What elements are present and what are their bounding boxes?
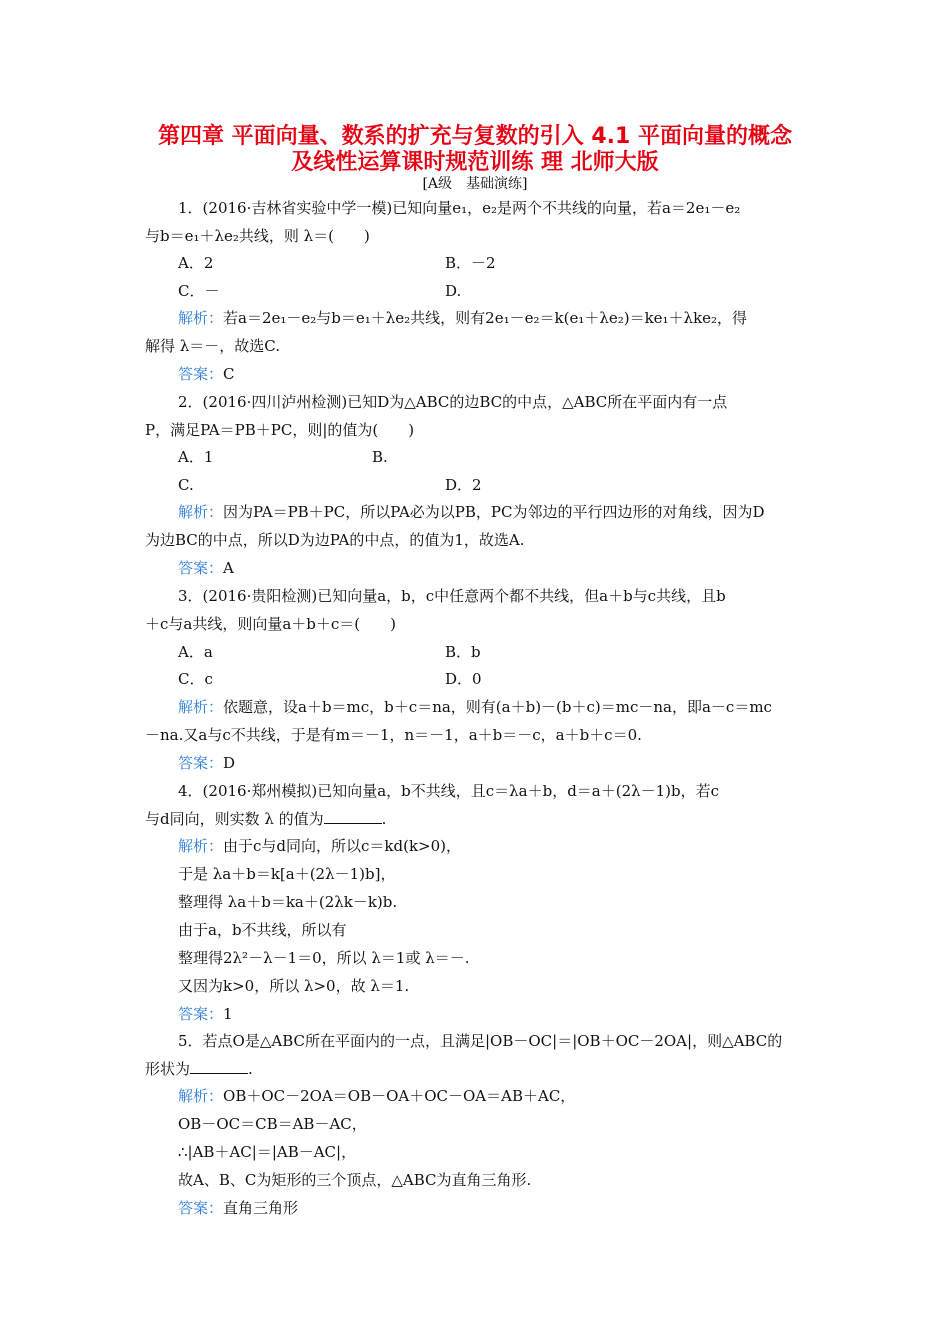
q1-option-c: C．－ (178, 282, 220, 300)
q5-stem-2-text: 形状为 (145, 1060, 191, 1078)
q2-option-b: B. (372, 448, 388, 466)
q4-answer-blank (324, 809, 382, 824)
level-heading: [A级 基础演练] (422, 176, 528, 192)
answer-label: 答案： (178, 559, 224, 577)
q3-option-a: A．a (178, 643, 213, 661)
answer-label: 答案： (178, 754, 224, 772)
answer-label: 答案： (178, 365, 224, 383)
q4-stem-1: 4．(2016·郑州模拟)已知向量a，b不共线，且c＝λa＋b，d＝a＋(2λ－1)b，若c (178, 782, 720, 800)
q5-analysis-2: OB－OC＝CB＝AB－AC， (178, 1115, 367, 1133)
q3-answer-value: D (223, 754, 236, 772)
q5-analysis-1 (178, 1086, 575, 1106)
q4-stem-2-text: 与d同向，则实数 λ 的值为 (145, 810, 324, 828)
analysis-label: 解析： (178, 698, 224, 716)
title-line-1: 第四章 平面向量、数系的扩充与复数的引入 4.1 平面向量的概念 (158, 124, 792, 149)
q5-answer-value: 直角三角形 (223, 1199, 299, 1217)
q2-answer-value: A (223, 559, 234, 577)
title-line-2: 及线性运算课时规范训练 理 北师大版 (291, 150, 659, 175)
q4-analysis-3: 整理得 λa＋b＝ka＋(2λk－k)b. (178, 893, 398, 911)
q5-answer-blank (190, 1059, 248, 1074)
q1-option-a: A．2 (178, 254, 214, 272)
q1-analysis-1 (178, 308, 747, 328)
q3-option-b: B．b (445, 643, 481, 661)
q4-stem-2 (145, 809, 386, 829)
answer-label: 答案： (178, 1199, 224, 1217)
q3-stem-1: 3．(2016·贵阳检测)已知向量a，b，c中任意两个都不共线，但a＋b与c共线，且b (178, 587, 726, 605)
q3-stem-2: ＋c与a共线，则向量a＋b＋c＝( ) (145, 615, 396, 633)
q1-answer (178, 364, 235, 384)
q1-analysis-2: 解得 λ＝－，故选C. (145, 337, 280, 355)
q4-analysis-1 (178, 836, 461, 856)
q2-analysis-text: 因为PA＝PB＋PC，所以PA必为以PB，PC为邻边的平行四边形的对角线，因为D (223, 503, 765, 521)
q5-stem-2-end: . (248, 1060, 253, 1078)
q4-stem-2-end: . (381, 810, 387, 828)
q5-analysis-text: OB＋OC－2OA＝OB－OA＋OC－OA＝AB＋AC， (223, 1087, 576, 1105)
q2-analysis-2: 为边BC的中点，所以D为边PA的中点，的值为1，故选A. (145, 531, 525, 549)
q1-analysis-text: 若a＝2e₁－e₂与b＝e₁＋λe₂共线，则有2e₁－e₂＝k(e₁＋λe₂)＝ke₁＋λke₂，得 (223, 309, 748, 327)
q4-analysis-2: 于是 λa＋b＝k[a＋(2λ－1)b]， (178, 865, 396, 883)
q3-analysis-1 (178, 697, 772, 717)
q3-answer (178, 753, 235, 773)
q2-option-d: D．2 (445, 476, 482, 494)
q5-answer (178, 1198, 298, 1218)
answer-label: 答案： (178, 1005, 224, 1023)
q4-analysis-5: 整理得2λ²－λ－1＝0，所以 λ＝1或 λ＝－. (178, 949, 470, 967)
q3-analysis-text: 依题意，设a＋b＝mc，b＋c＝na，则有(a＋b)－(b＋c)＝mc－na，即a－c＝mc (223, 698, 772, 716)
q3-option-d: D．0 (445, 670, 482, 688)
q4-analysis-text: 由于c与d同向，所以c＝kd(k>0)， (223, 837, 462, 855)
q4-answer (178, 1004, 233, 1024)
q4-analysis-4: 由于a，b不共线，所以有 (178, 921, 347, 939)
q2-answer (178, 558, 234, 578)
q2-option-c: C. (178, 476, 194, 494)
analysis-label: 解析： (178, 837, 224, 855)
q1-stem-2: 与b＝e₁＋λe₂共线，则 λ＝( ) (145, 227, 370, 245)
q2-analysis-1 (178, 502, 765, 522)
q3-analysis-2: －na.又a与c不共线，于是有m＝－1，n＝－1，a＋b＝－c，a＋b＋c＝0. (145, 726, 642, 744)
q2-stem-2: P，满足PA＝PB＋PC，则|的值为( ) (145, 421, 415, 439)
q5-stem-1: 5．若点O是△ABC所在平面内的一点，且满足|OB－OC|＝|OB＋OC－2OA|，则△ABC的 (178, 1032, 783, 1050)
analysis-label: 解析： (178, 309, 224, 327)
q2-option-a: A．1 (178, 448, 214, 466)
q1-option-d: D. (445, 282, 462, 300)
q1-answer-value: C (223, 365, 235, 383)
q2-stem-1: 2．(2016·四川泸州检测)已知D为△ABC的边BC的中点，△ABC所在平面内有一点 (178, 393, 728, 411)
q5-analysis-4: 故A、B、C为矩形的三个顶点，△ABC为直角三角形. (178, 1171, 532, 1189)
analysis-label: 解析： (178, 503, 224, 521)
q5-analysis-3: ∴|AB＋AC|＝|AB－AC|， (178, 1143, 357, 1161)
analysis-label: 解析： (178, 1087, 224, 1105)
q5-stem-2 (145, 1059, 253, 1079)
q3-option-c: C．c (178, 670, 213, 688)
q1-stem-1: 1．(2016·吉林省实验中学一模)已知向量e₁，e₂是两个不共线的向量，若a＝2e₁－e₂ (178, 199, 741, 217)
q4-analysis-6: 又因为k>0，所以 λ>0，故 λ＝1. (178, 977, 410, 995)
q4-answer-value: 1 (223, 1005, 233, 1023)
q1-option-b: B．－2 (445, 254, 496, 272)
